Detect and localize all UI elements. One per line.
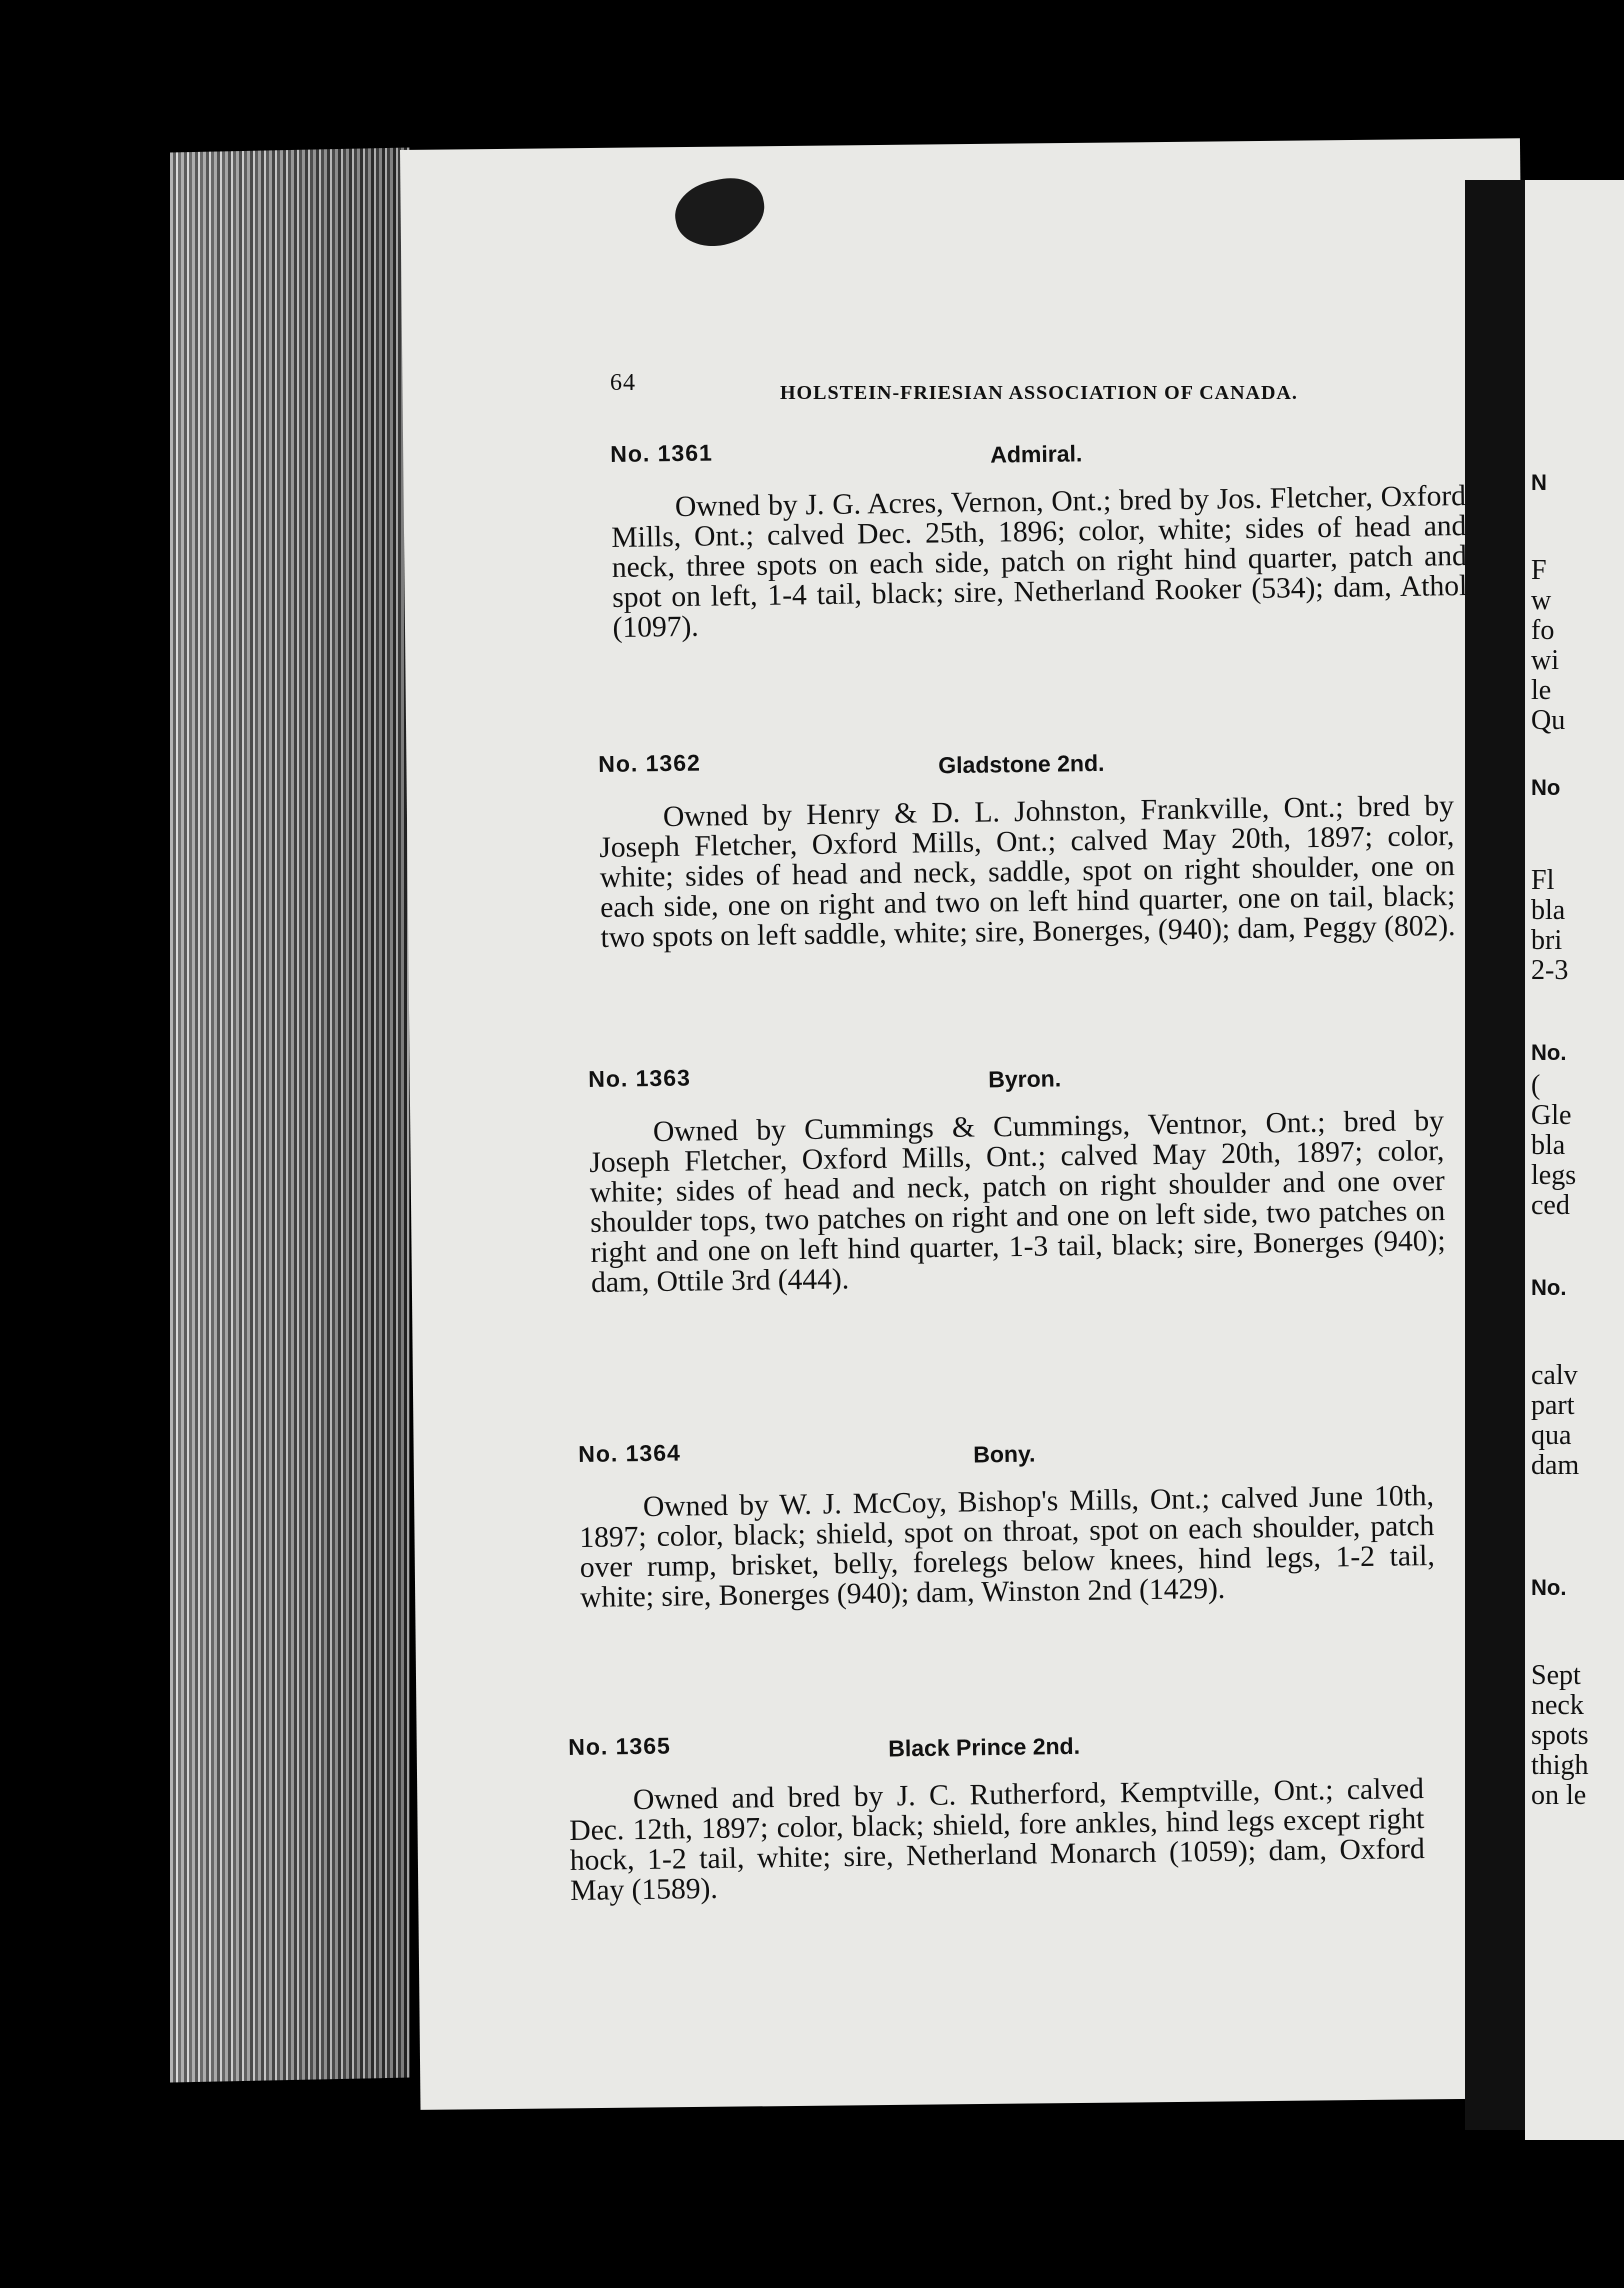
facing-fragment: legs bbox=[1531, 1160, 1577, 1191]
running-head: HOLSTEIN-FRIESIAN ASSOCIATION OF CANADA. bbox=[780, 382, 1298, 404]
book-page-edges bbox=[170, 147, 410, 2082]
facing-fragment: No. bbox=[1531, 1275, 1567, 1300]
entry-name: Black Prince 2nd. bbox=[888, 1732, 1081, 1762]
entry-number: No. 1361 bbox=[610, 439, 714, 467]
facing-fragment: dam bbox=[1531, 1450, 1580, 1481]
facing-fragment: ( bbox=[1531, 1070, 1541, 1101]
facing-fragment: w bbox=[1531, 585, 1552, 616]
facing-fragment: bla bbox=[1531, 1130, 1566, 1161]
facing-fragment: F bbox=[1531, 555, 1547, 586]
entry-text: Owned by Cummings & Cummings, Ventnor, Ont.; bred by Joseph Fletcher, Oxford Mills, Ont.; calved May 20th, 1897; color, white; sides of head and neck, patch on right shoulder and one over shoulder tops, two patches on right and one on left side, two patches on right and one on left hind quarter, 1-3 tail, black; sire, Bonerges (940); dam, Ottile 3rd (444). bbox=[589, 1105, 1446, 1299]
entry-text: Owned by Henry & D. L. Johnston, Frankville, Ont.; bred by Joseph Fletcher, Oxford Mills, Ont.; calved May 20th, 1897; color, white; sides of head and neck, saddle, spot on right shoulder, one on each side, one on right and two on left hind quarter, one on tail, black; two spots on left saddle, white; sire, Bonerges, (940); dam, Peggy (802). bbox=[599, 790, 1456, 954]
facing-fragment: bla bbox=[1531, 895, 1566, 926]
facing-fragment: Fl bbox=[1531, 865, 1555, 896]
facing-fragment: neck bbox=[1531, 1690, 1584, 1721]
facing-fragment: ced bbox=[1531, 1190, 1570, 1221]
facing-fragment: thigh bbox=[1531, 1750, 1589, 1781]
entry-text: Owned by W. J. McCoy, Bishop's Mills, Ont.; calved June 10th, 1897; color, black; shield, spot on throat, spot on each shoulder, patch over rump, brisket, belly, forelegs below knees, hind legs, 1-2 tail, white; sire, Bonerges (940); dam, Winston 2nd (1429). bbox=[579, 1480, 1435, 1614]
facing-fragment: No. bbox=[1531, 1575, 1567, 1600]
facing-fragment: on le bbox=[1531, 1780, 1587, 1811]
facing-fragment: Gle bbox=[1531, 1100, 1572, 1131]
facing-fragment: le bbox=[1531, 675, 1552, 706]
facing-fragment: Sept bbox=[1531, 1660, 1581, 1691]
facing-fragment: 2-3 bbox=[1531, 955, 1569, 986]
entry-text: Owned by J. G. Acres, Vernon, Ont.; bred by Jos. Fletcher, Oxford Mills, Ont.; calved Dec. 25th, 1896; color, white; sides of head and neck, three spots on each side, patch on right hind quarter, patch and spot on left, 1-4 tail, black; sire, Netherland Rooker (534); dam, Athol (1097). bbox=[611, 480, 1468, 644]
facing-fragment: N bbox=[1531, 470, 1547, 495]
entry-name: Bony. bbox=[973, 1440, 1036, 1468]
entry-number: No. 1363 bbox=[588, 1064, 692, 1092]
facing-fragment: part bbox=[1531, 1390, 1575, 1421]
facing-fragment: No bbox=[1531, 775, 1561, 800]
entry-name: Admiral. bbox=[990, 440, 1083, 468]
entry-number: No. 1364 bbox=[578, 1439, 682, 1467]
facing-fragment: qua bbox=[1531, 1420, 1572, 1451]
facing-fragment: No. bbox=[1531, 1040, 1567, 1065]
facing-fragment: calv bbox=[1531, 1360, 1578, 1391]
facing-fragment: Qu bbox=[1531, 705, 1566, 736]
entry-name: Byron. bbox=[988, 1065, 1062, 1093]
facing-fragment: wi bbox=[1531, 645, 1559, 676]
entry-number: No. 1365 bbox=[568, 1732, 672, 1760]
facing-fragment: spots bbox=[1531, 1720, 1589, 1751]
entry-text: Owned and bred by J. C. Rutherford, Kemptville, Ont.; calved Dec. 12th, 1897; color, black; shield, fore ankles, hind legs except right hock, 1-2 tail, white; sire, Netherland Monarch (1059); dam, Oxford May (1589). bbox=[569, 1773, 1425, 1907]
entry-number: No. 1362 bbox=[598, 749, 702, 777]
page-number: 64 bbox=[610, 370, 636, 396]
facing-fragment: fo bbox=[1531, 615, 1555, 646]
facing-page bbox=[1525, 180, 1624, 2140]
facing-fragment: bri bbox=[1531, 925, 1563, 956]
entry-name: Gladstone 2nd. bbox=[938, 749, 1105, 779]
book-gutter bbox=[1465, 180, 1525, 2130]
